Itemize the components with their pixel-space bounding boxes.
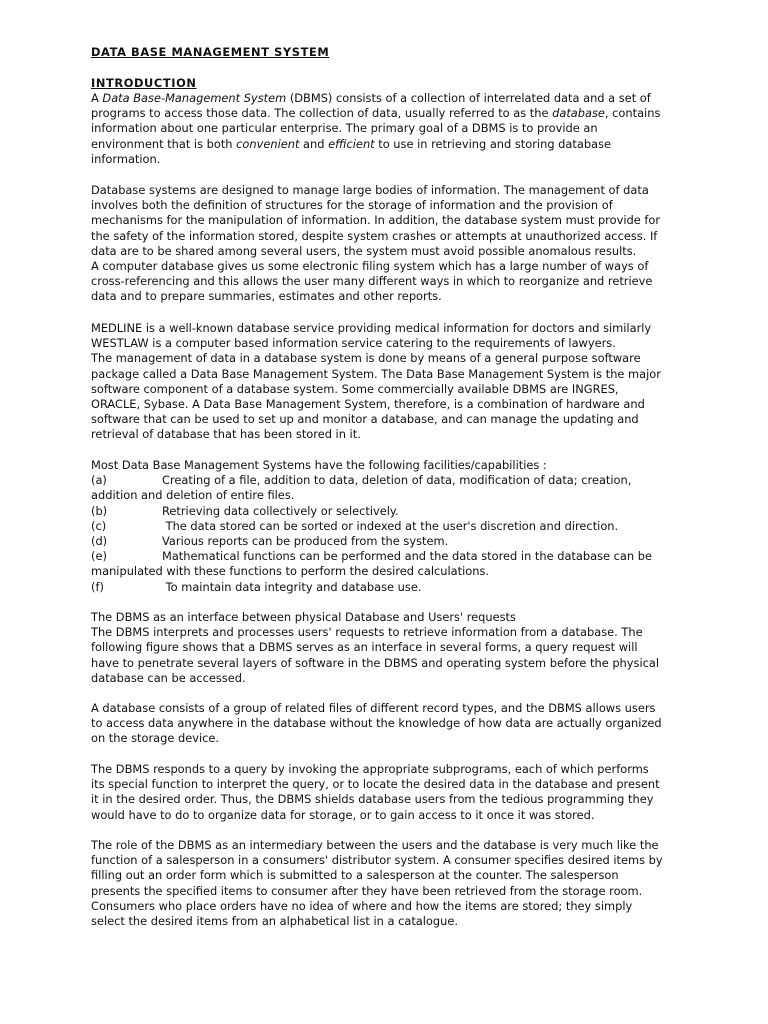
text-line: its special function to interpret the query, or to locate the desired data in the database and present — [91, 777, 660, 792]
text-line: mechanisms for the manipulation of information. In addition, the database system must provide for — [91, 213, 661, 228]
text-line: The DBMS responds to a query by invoking the appropriate subprograms, each of which performs — [91, 762, 649, 776]
list-item: addition and deletion of entire files. — [91, 488, 295, 503]
list-item: (e) Mathematical functions can be performed and the data stored in the database can be — [91, 549, 652, 564]
list-item: (f) To maintain data integrity and database use. — [91, 579, 422, 594]
text-line: it in the desired order. Thus, the DBMS shields database users from the tedious programming they — [91, 792, 654, 807]
query-response-paragraph — [91, 762, 723, 823]
text-line: data are to be shared among several users, the system must avoid possible anomalous results. — [91, 243, 637, 258]
text-line: cross-referencing and this allows the user many different ways in which to reorganize and retrieve — [91, 274, 653, 289]
text-line: The DBMS interprets and processes users' requests to retrieve information from a database. The — [91, 625, 643, 640]
document-title: DATA BASE MANAGEMENT SYSTEM — [91, 45, 330, 59]
database-systems-paragraph — [91, 183, 723, 305]
text-line: retrieval of database that has been stored in it. — [91, 427, 361, 442]
text-line: environment that is both convenient and efficient to use in retrieving and storing database — [91, 136, 611, 151]
text-line: data and to prepare summaries, estimates and other reports. — [91, 289, 442, 304]
medline-paragraph — [91, 321, 723, 443]
text-line: Consumers who place orders have no idea of where and how the items are stored; they simply — [91, 898, 633, 913]
text-line: involves both the definition of structures for the storage of information and the provision of — [91, 198, 613, 213]
text-line: presents the specified items to consumer after they have been retrieved from the storage room. — [91, 883, 643, 898]
salesperson-analogy-paragraph — [91, 838, 723, 929]
text-line: ORACLE, Sybase. A Data Base Management System, therefore, is a combination of hardware and — [91, 397, 645, 412]
text-line: A Data Base-Management System (DBMS) consists of a collection of interrelated data and a set of — [91, 91, 651, 105]
text-line: MEDLINE is a well-known database service providing medical information for doctors and similarly — [91, 321, 652, 335]
text-line: programs to access those data. The collection of data, usually referred to as the database, contains — [91, 106, 661, 121]
section-subheading: The DBMS as an interface between physical Database and Users' requests — [91, 610, 516, 624]
text-line: the safety of the information stored, despite system crashes or attempts at unauthorized access. If — [91, 228, 658, 243]
intro-paragraph — [91, 91, 723, 167]
text-line: to access data anywhere in the database without the knowledge of how data are actually organized — [91, 716, 662, 731]
text-line: package called a Data Base Management System. The Data Base Management System is the major — [91, 366, 661, 381]
text-line: select the desired items from an alphabetical list in a catalogue. — [91, 914, 458, 929]
text-line: filling out an order form which is submitted to a salesperson at the counter. The salesperson — [91, 868, 619, 883]
list-item: (a) Creating of a file, addition to data, deletion of data, modification of data; creation, — [91, 473, 632, 488]
text-line: software component of a database system. Some commercially available DBMS are INGRES, — [91, 381, 619, 396]
text-line: information about one particular enterprise. The primary goal of a DBMS is to provide an — [91, 121, 598, 136]
introduction-heading: INTRODUCTION — [91, 76, 197, 90]
list-item: manipulated with these functions to perform the desired calculations. — [91, 564, 490, 579]
dbms-interface-paragraph — [91, 610, 723, 686]
text-line: on the storage device. — [91, 731, 220, 746]
text-line: A database consists of a group of related files of different record types, and the DBMS allows users — [91, 701, 656, 715]
text-line: software that can be used to set up and monitor a database, and can manage the updating and — [91, 412, 639, 427]
list-item: (b) Retrieving data collectively or selectively. — [91, 503, 399, 518]
facilities-intro: Most Data Base Management Systems have the following facilities/capabilities : — [91, 458, 547, 472]
text-line: A computer database gives us some electronic filing system which has a large number of ways of — [91, 259, 649, 274]
text-line: The role of the DBMS as an intermediary between the users and the database is very much like the — [91, 838, 659, 852]
text-line: The management of data in a database system is done by means of a general purpose software — [91, 351, 641, 366]
text-line: Database systems are designed to manage large bodies of information. The management of data — [91, 183, 649, 197]
facilities-list — [91, 458, 723, 595]
text-line: function of a salesperson in a consumers' distributor system. A consumer specifies desired items by — [91, 853, 663, 868]
list-item: (d) Various reports can be produced from the system. — [91, 534, 449, 549]
text-line: have to penetrate several layers of software in the DBMS and operating system before the physical — [91, 655, 660, 670]
database-files-paragraph — [91, 701, 723, 747]
text-line: information. — [91, 151, 161, 166]
text-line: would have to do to organize data for storage, or to gain access to it once it was stored. — [91, 807, 595, 822]
list-item: (c) The data stored can be sorted or indexed at the user's discretion and direction. — [91, 518, 619, 533]
text-line: following figure shows that a DBMS serves as an interface in several forms, a query request will — [91, 640, 638, 655]
text-line: database can be accessed. — [91, 670, 246, 685]
text-line: WESTLAW is a computer based information service catering to the requirements of lawyers. — [91, 336, 616, 351]
